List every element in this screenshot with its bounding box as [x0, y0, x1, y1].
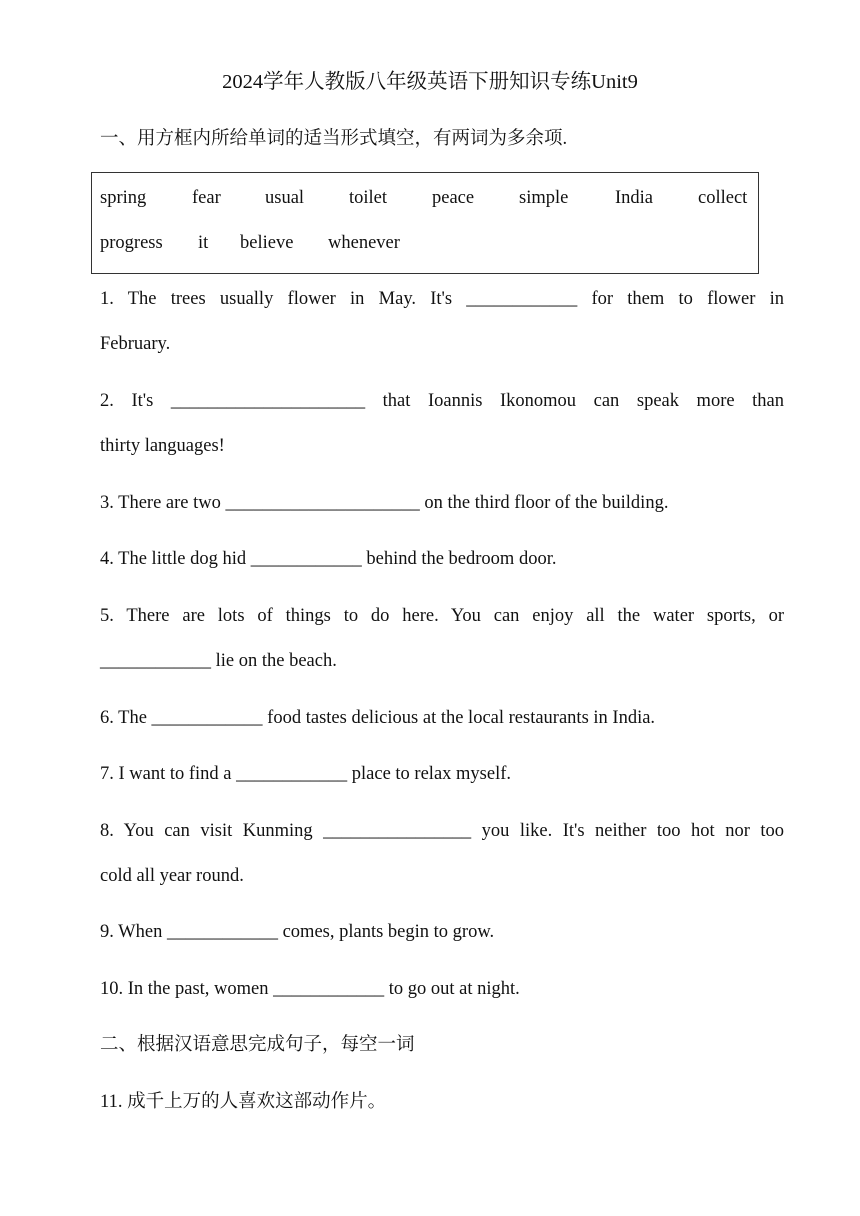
question-5-line1: 5. There are lots of things to do here. You can enjoy all the water sports, or — [100, 606, 784, 626]
question-9: 9. When ____________ comes, plants begin to grow. — [100, 922, 495, 942]
question-1-line2: February. — [100, 334, 171, 354]
word-bank-box — [91, 172, 759, 274]
word-bank-item: spring — [100, 188, 147, 208]
word-bank-item: simple — [519, 188, 569, 208]
question-10: 10. In the past, women ____________ to go out at night. — [100, 979, 520, 999]
question-11: 11. 成千上万的人喜欢这部动作片。 — [100, 1092, 387, 1112]
word-bank-item: it — [198, 233, 209, 253]
word-bank-item: progress — [100, 233, 163, 253]
word-bank-item: usual — [265, 188, 305, 208]
question-6: 6. The ____________ food tastes delicious at the local restaurants in India. — [100, 708, 656, 728]
word-bank-item: toilet — [349, 188, 388, 208]
question-8-line2: cold all year round. — [100, 866, 244, 886]
word-bank-item: believe — [240, 233, 294, 253]
section1-heading: 一、用方框内所给单词的适当形式填空，有两词为多余项. — [100, 129, 568, 149]
word-bank-item: India — [615, 188, 654, 208]
question-2-line2: thirty languages! — [100, 436, 225, 456]
question-1-line1: 1. The trees usually flower in May. It's ____________ for them to flower in — [100, 289, 784, 309]
question-2-line1: 2. It's _____________________ that Ioannis Ikonomou can speak more than — [100, 391, 784, 411]
word-bank-item: peace — [432, 188, 475, 208]
section2-heading: 二、根据汉语意思完成句子，每空一词 — [100, 1035, 415, 1055]
question-4: 4. The little dog hid ____________ behind the bedroom door. — [100, 549, 557, 569]
question-8-line1: 8. You can visit Kunming ________________ you like. It's neither too hot nor too — [100, 821, 784, 841]
question-3: 3. There are two _____________________ on the third floor of the building. — [100, 493, 669, 513]
question-7: 7. I want to find a ____________ place to relax myself. — [100, 764, 512, 784]
word-bank-item: whenever — [328, 233, 400, 253]
word-bank-item: collect — [698, 188, 748, 208]
word-bank-item: fear — [192, 188, 221, 208]
worksheet-title: 2024学年人教版八年级英语下册知识专练Unit9 — [222, 71, 638, 93]
question-5-line2: ____________ lie on the beach. — [100, 651, 337, 671]
